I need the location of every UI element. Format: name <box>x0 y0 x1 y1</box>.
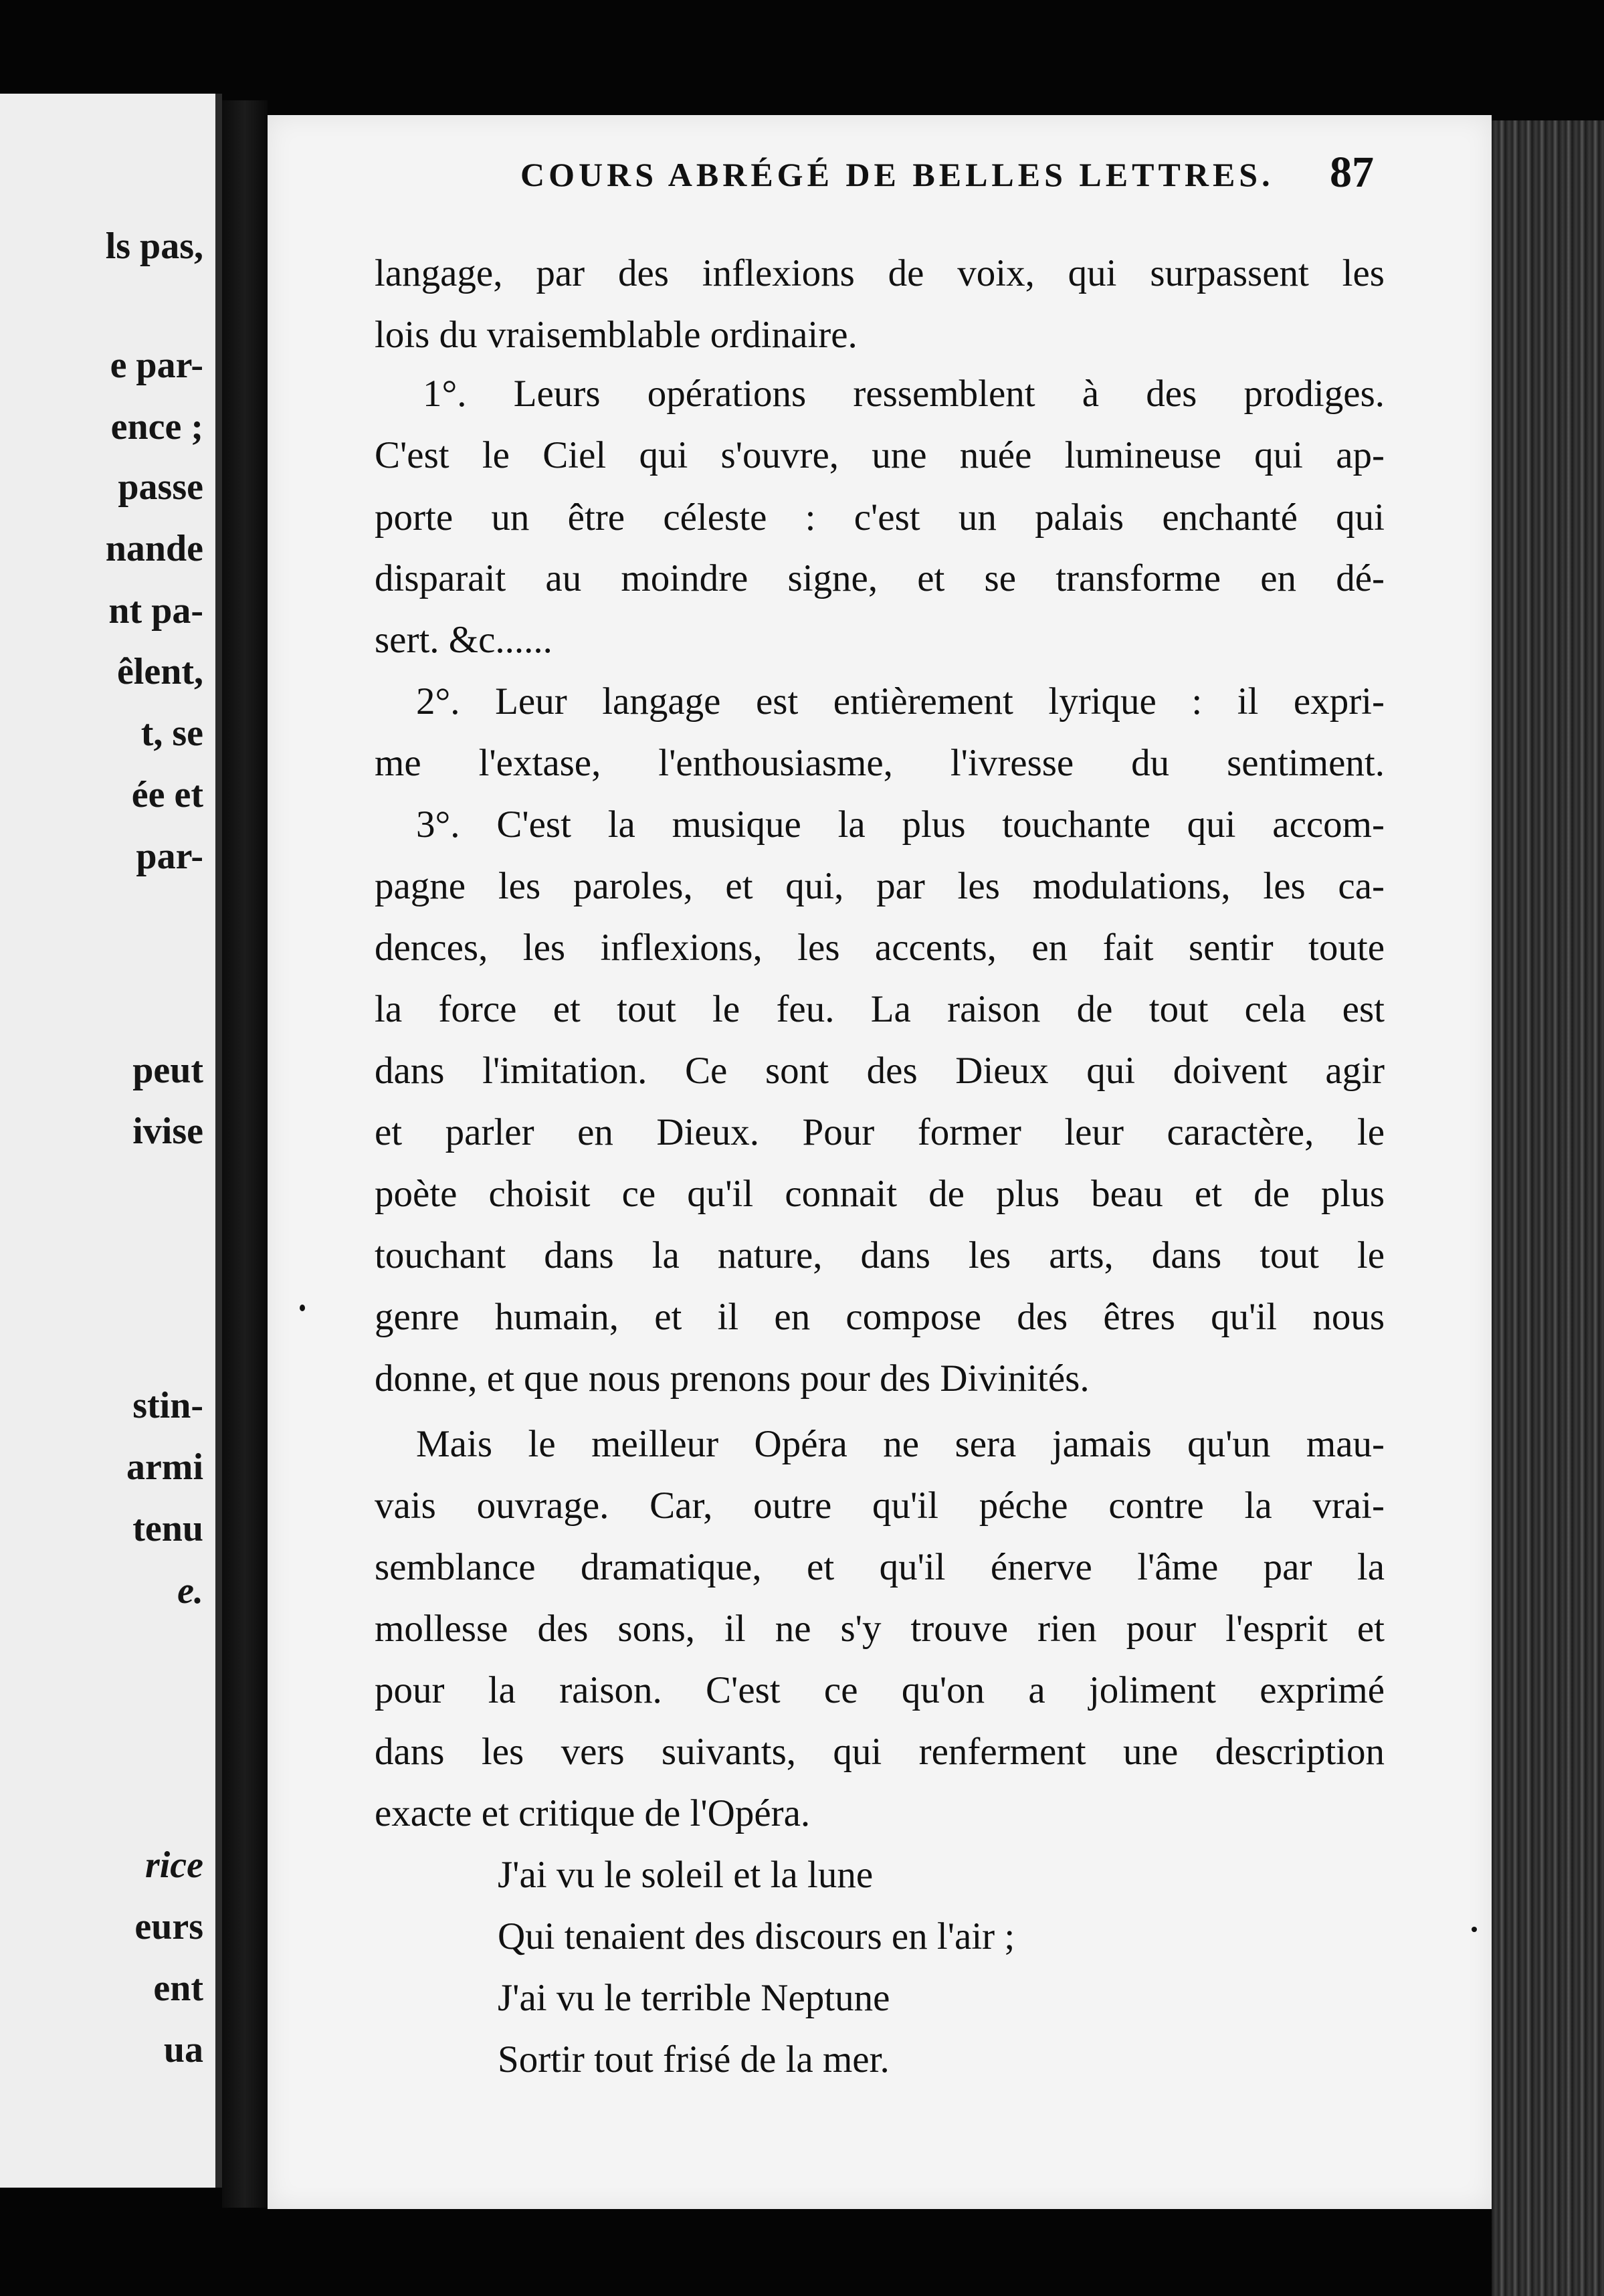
left-page-fragment: nande <box>105 528 203 569</box>
text-line: genre humain, et il en compose des êtres qu'il nous <box>375 1296 1385 1338</box>
text-line: dences, les inflexions, les accents, en fait sentir toute <box>375 927 1385 969</box>
left-page-fragment: ua <box>163 2029 203 2071</box>
verse-line: Sortir tout frisé de la mer. <box>498 2038 890 2081</box>
text-line: lois du vraisemblable ordinaire. <box>375 314 858 356</box>
left-page-fragment: stin- <box>132 1385 203 1426</box>
text-line: disparait au moindre signe, et se transforme en dé- <box>375 557 1385 599</box>
verse-line: J'ai vu le terrible Neptune <box>498 1977 890 2019</box>
ink-speck <box>300 1305 305 1311</box>
ink-speck <box>1472 1927 1477 1932</box>
text-line: porte un être céleste : c'est un palais enchanté qui <box>375 496 1385 539</box>
text-line: dans les vers suivants, qui renferment une description <box>375 1731 1385 1773</box>
running-head: COURS ABRÉGÉ DE BELLES LETTRES. <box>520 156 1274 193</box>
text-line: mollesse des sons, il ne s'y trouve rien pour l'esprit et <box>375 1608 1385 1650</box>
text-line: me l'extase, l'enthousiasme, l'ivresse du sentiment. <box>375 742 1385 784</box>
text-line: semblance dramatique, et qu'il énerve l'âme par la <box>375 1546 1385 1588</box>
text-line: 2°. Leur langage est entièrement lyrique : il expri- <box>416 680 1385 723</box>
left-page-fragment: êlent, <box>116 651 203 692</box>
left-page-fragment: ivise <box>132 1111 203 1152</box>
left-page-fragment: tenu <box>132 1508 203 1549</box>
left-page-fragment: peut <box>132 1050 203 1091</box>
text-line: pagne les paroles, et qui, par les modulations, les ca- <box>375 865 1385 907</box>
text-line: C'est le Ciel qui s'ouvre, une nuée lumineuse qui ap- <box>375 434 1385 476</box>
text-line: 1°. Leurs opérations ressemblent à des prodiges. <box>423 373 1385 415</box>
previous-page-edge <box>0 94 222 2188</box>
left-page-fragment: eurs <box>134 1906 203 1947</box>
left-page-fragment: e par- <box>110 345 203 386</box>
left-page-fragment: ence ; <box>110 406 203 448</box>
left-page-fragment: armi <box>126 1446 203 1488</box>
verse-line: J'ai vu le soleil et la lune <box>498 1854 874 1896</box>
left-page-fragment: passe <box>118 466 203 508</box>
text-line: pour la raison. C'est ce qu'on a joliment exprimé <box>375 1669 1385 1711</box>
left-page-fragment: rice <box>144 1844 203 1886</box>
left-page-fragment: nt pa- <box>108 590 203 632</box>
text-line: touchant dans la nature, dans les arts, dans tout le <box>375 1234 1385 1276</box>
book-page <box>268 115 1492 2209</box>
text-line: Mais le meilleur Opéra ne sera jamais qu'un mau- <box>416 1423 1385 1465</box>
page-number: 87 <box>1330 148 1374 197</box>
text-line: la force et tout le feu. La raison de tout cela est <box>375 988 1385 1030</box>
left-page-fragment: t, se <box>140 712 203 754</box>
left-page-fragment: ée et <box>131 774 203 816</box>
verse-line: Qui tenaient des discours en l'air ; <box>498 1915 1015 1957</box>
left-page-fragment: par- <box>136 836 203 877</box>
text-line: langage, par des inflexions de voix, qui surpassent les <box>375 252 1385 294</box>
book-fore-edge <box>1492 120 1604 2296</box>
text-line: donne, et que nous prenons pour des Divinités. <box>375 1357 1090 1400</box>
left-page-fragment: e. <box>177 1570 203 1612</box>
text-line: 3°. C'est la musique la plus touchante qui accom- <box>416 803 1385 846</box>
book-gutter <box>222 100 268 2208</box>
text-line: exacte et critique de l'Opéra. <box>375 1792 811 1834</box>
text-line: sert. &c...... <box>375 619 553 661</box>
text-line: et parler en Dieux. Pour former leur caractère, le <box>375 1111 1385 1153</box>
text-line: vais ouvrage. Car, outre qu'il péche contre la vrai- <box>375 1485 1385 1527</box>
left-page-fragment: ls pas, <box>105 225 203 267</box>
text-line: dans l'imitation. Ce sont des Dieux qui doivent agir <box>375 1050 1385 1092</box>
text-line: poète choisit ce qu'il connait de plus beau et de plus <box>375 1173 1385 1215</box>
left-page-fragment: ent <box>153 1968 203 2009</box>
